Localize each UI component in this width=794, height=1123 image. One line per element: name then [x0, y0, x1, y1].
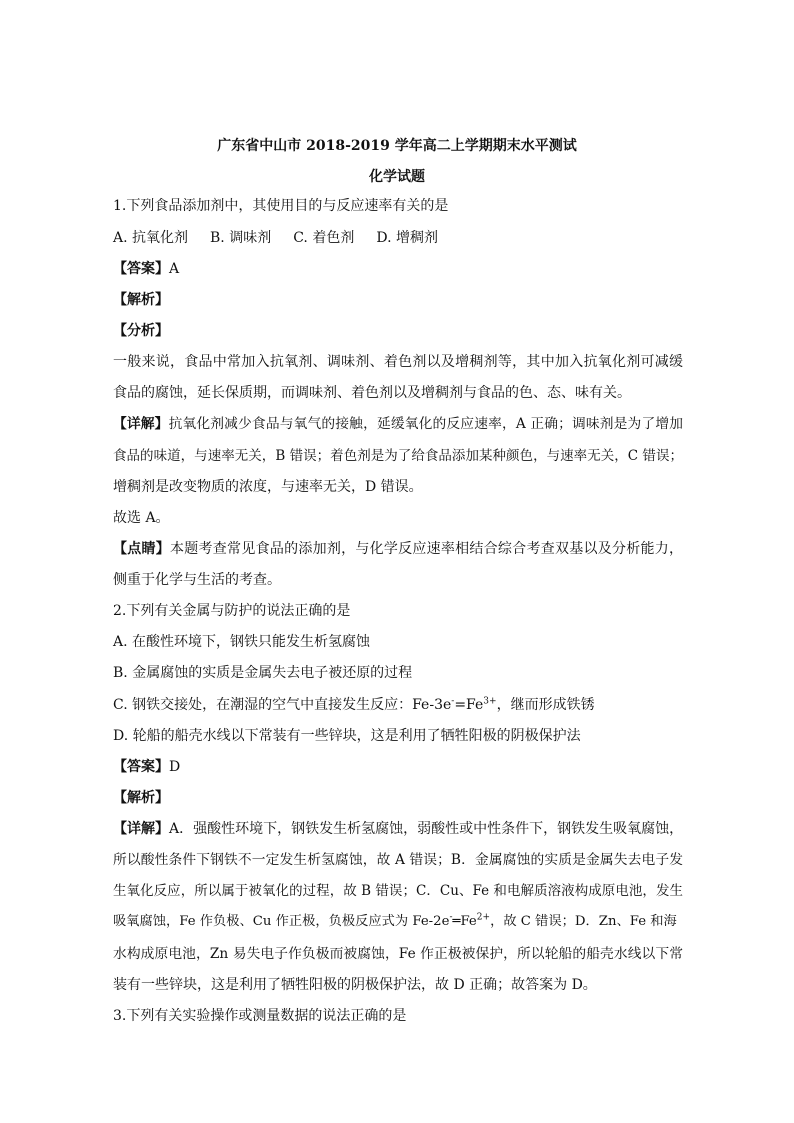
q1-detail-line-1: [113, 414, 683, 434]
document-title: 广东省中山市 2018-2019 学年高二上学期期末水平测试: [217, 138, 577, 154]
q2-detail-l4-sup-1: -: [449, 912, 453, 923]
q2-detail-tag: 【详解】: [113, 821, 169, 837]
q2-detail-line-3: 生氧化反应，所以属于被氧化的过程，故 B 错误；C．Cu、Fe 和电解质溶液构成原电池，发生: [113, 883, 683, 899]
q2-option-c-text: C. 钢铁交接处，在潮湿的空气中直接发生反应：Fe-3e: [113, 697, 452, 713]
q2-option-c-sup-1: -: [451, 696, 455, 707]
q2-detail-l4-post: ，故 C 错误；D．Zn、Fe 和海: [490, 914, 677, 929]
q2-option-c-post: ，继而形成铁锈: [496, 697, 595, 713]
q2-analysis-tag: 【解析】: [113, 790, 169, 806]
q1-fenxi-line-1: 一般来说，食品中常加入抗氧剂、调味剂、着色剂以及增稠剂等，其中加入抗氧化剂可减缓: [113, 354, 683, 370]
q1-detail-line-2: 食品的味道，与速率无关，B 错误；着色剂是为了给食品添加某种颜色，与速率无关，C 错误；: [113, 448, 683, 464]
q2-option-a: A. 在酸性环境下，钢铁只能发生析氢腐蚀: [113, 634, 371, 650]
q1-comment-text-1: 本题考查常见食品的添加剂，与化学反应速率相结合综合考查双基以及分析能力，: [170, 541, 684, 557]
q2-option-d: D. 轮船的船壳水线以下常装有一些锌块，这是利用了牺牲阳极的阴极保护法: [113, 728, 581, 744]
q1-detail-line-3: 增稠剂是改变物质的浓度，与速率无关，D 错误。: [113, 479, 423, 495]
q1-fenxi-tag: 【分析】: [113, 323, 169, 339]
q2-detail-line-5: 水构成原电池，Zn 易失电子作负极而被腐蚀，Fe 作正极被保护，所以轮船的船壳水线以下常: [113, 946, 683, 962]
q1-option-c: C. 着色剂: [293, 230, 355, 246]
q2-detail-line-1: [113, 819, 683, 839]
q1-analysis-tag: 【解析】: [113, 292, 169, 308]
q1-detail-text-1: 抗氧化剂减少食品与氧气的接触，延缓氧化的反应速率，A 正确；调味剂是为了增加: [168, 416, 683, 432]
q2-answer-tag: 【答案】: [113, 759, 169, 775]
q1-choose: 故选 A。: [113, 510, 170, 526]
q1-answer: [113, 259, 683, 279]
q2-option-b: B. 金属腐蚀的实质是金属失去电子被还原的过程: [113, 665, 413, 681]
q1-fenxi-line-2: 食品的腐蚀，延长保质期，而调味剂、着色剂以及增稠剂与食品的色、态、味有关。: [113, 385, 631, 401]
q1-stem: 1.下列食品添加剂中，其使用目的与反应速率有关的是: [113, 198, 449, 214]
q2-answer: [113, 757, 683, 777]
q2-detail-line-2: 所以酸性条件下钢铁不一定发生析氢腐蚀，故 A 错误；B．金属腐蚀的实质是金属失去电子发: [113, 852, 683, 868]
q1-comment-tag: 【点睛】: [113, 541, 171, 557]
document-subtitle: 化学试题: [369, 169, 425, 185]
q1-comment-line-2: 侧重于化学与生活的考查。: [113, 572, 281, 588]
q1-answer-value: A: [169, 261, 180, 277]
q2-detail-l4-mid: ═Fe: [452, 914, 477, 929]
q2-option-c-mid: =Fe: [454, 697, 484, 713]
q2-detail-l4-pre: 吸氧腐蚀，Fe 作负极、Cu 作正极，负极反应式为 Fe-2e: [113, 914, 450, 929]
q2-detail-text-1: A．强酸性环境下，钢铁发生析氢腐蚀，弱酸性或中性条件下，钢铁发生吸氧腐蚀，: [169, 821, 684, 837]
q2-detail-l4-sup-2: 2+: [476, 912, 491, 923]
q3-stem: 3.下列有关实验操作或测量数据的说法正确的是: [113, 1008, 407, 1024]
q1-detail-tag: 【详解】: [113, 416, 169, 432]
q1-option-d: D. 增稠剂: [376, 230, 438, 246]
q1-option-a: A. 抗氧化剂: [113, 230, 189, 246]
q2-detail-line-6: 装有一些锌块，这是利用了牺牲阳极的阴极保护法，故 D 正确；故答案为 D。: [113, 977, 597, 993]
q1-options: [113, 228, 683, 248]
q2-detail-line-4: [113, 912, 683, 932]
q1-comment-line-1: [113, 539, 683, 559]
q2-option-c-sup-2: 3+: [483, 696, 497, 707]
q1-answer-tag: 【答案】: [113, 261, 169, 277]
q2-stem: 2.下列有关金属与防护的说法正确的是: [113, 603, 351, 619]
q2-answer-value: D: [169, 759, 181, 775]
q1-option-b: B. 调味剂: [210, 230, 272, 246]
q2-option-c: [113, 695, 683, 715]
